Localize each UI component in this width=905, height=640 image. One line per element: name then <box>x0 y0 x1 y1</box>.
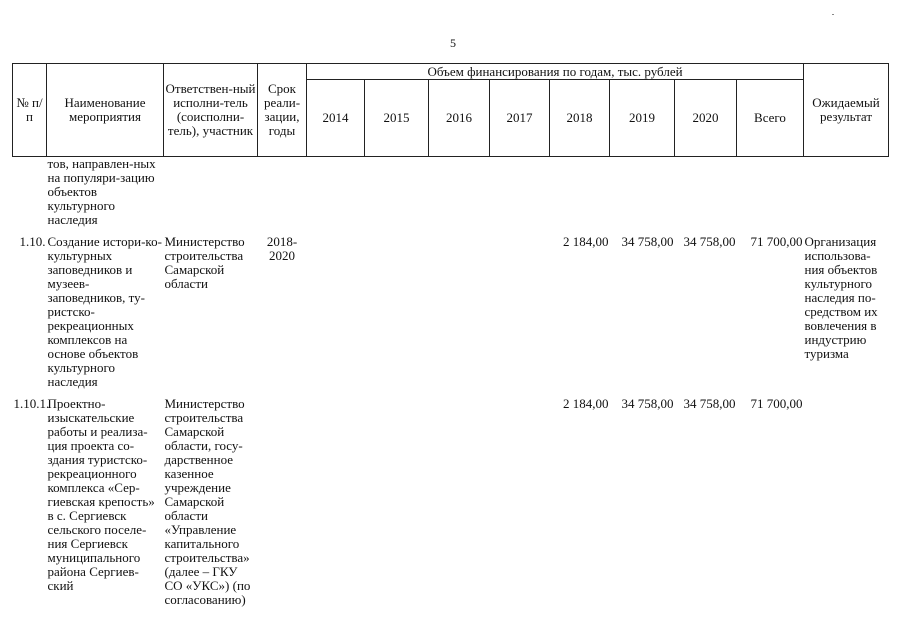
row-total: 71 700,00 <box>750 234 803 249</box>
table-row <box>13 235 889 389</box>
row-name: Создание истори-ко-культурных заповедников и музеев-заповедников, ту-ристско-рекреационных комплексов на основе объектов культурного наследия <box>47 234 162 389</box>
row-name: тов, направлен-ных на популяри-зацию объектов культурного наследия <box>47 156 156 227</box>
row-term <box>258 157 307 228</box>
row-total: 71 700,00 <box>750 396 803 411</box>
header-num: № п/п <box>13 64 47 157</box>
row-num: 1.10. <box>19 234 46 249</box>
header-year-2018: 2018 <box>550 80 610 157</box>
header-responsible: Ответствен-ный исполни-тель (соисполни-тель), участник <box>164 64 258 157</box>
row-responsible: Министерство строительства Самарской области <box>164 234 245 291</box>
header-year-2019: 2019 <box>610 80 675 157</box>
row-amount-2014 <box>307 235 365 389</box>
row-amount-2020: 34 758,00 <box>683 396 736 411</box>
page-number: 5 <box>450 36 456 50</box>
row-term <box>258 397 307 607</box>
row-term: 2018-2020 <box>266 234 298 263</box>
row-amount-2019 <box>610 157 675 228</box>
header-total: Всего <box>737 80 804 157</box>
row-amount-2015 <box>365 157 429 228</box>
table-row <box>13 397 889 607</box>
header-year-2016: 2016 <box>429 80 490 157</box>
row-amount-2017 <box>490 397 550 607</box>
row-amount-2018: 2 184,00 <box>563 234 609 249</box>
row-amount-2020: 34 758,00 <box>683 234 736 249</box>
row-amount-2014 <box>307 397 365 607</box>
row-result <box>804 397 889 607</box>
row-amount-2016 <box>429 397 490 607</box>
row-amount-2018 <box>550 157 610 228</box>
row-num: 1.10.1. <box>13 396 50 411</box>
row-amount-2019: 34 758,00 <box>621 234 674 249</box>
row-amount-2019: 34 758,00 <box>621 396 674 411</box>
scan-speck <box>832 14 834 15</box>
row-result: Организация использова-ния объектов культурного наследия по-средством их вовлечения в индустрию туризма <box>804 234 878 361</box>
table-body <box>13 157 889 608</box>
funding-table <box>12 63 889 607</box>
row-amount-2017 <box>490 235 550 389</box>
row-amount-2016 <box>429 157 490 228</box>
row-num <box>13 157 47 228</box>
row-amount-2015 <box>365 397 429 607</box>
row-amount-2016 <box>429 235 490 389</box>
table-row <box>13 157 889 228</box>
row-amount-2014 <box>307 157 365 228</box>
header-year-2014: 2014 <box>307 80 365 157</box>
row-total <box>737 157 804 228</box>
header-name: Наименование мероприятия <box>47 64 164 157</box>
row-amount-2015 <box>365 235 429 389</box>
row-name: Проектно-изыскательские работы и реализа-ция проекта со-здания туристско-рекреационного комплекса «Сер-гиевская крепость» в с. Сергиевск сельского поселе-ния Сергиевск муниципального района Сергиев-ский <box>47 396 155 593</box>
header-funding-group: Объем финансирования по годам, тыс. рублей <box>307 64 804 80</box>
header-result: Ожидаемый результат <box>804 64 889 157</box>
header-year-2020: 2020 <box>675 80 737 157</box>
row-result <box>804 157 889 228</box>
row-responsible: Министерство строительства Самарской области, госу-дарственное казенное учреждение Самарской области «Управление капитального строительства» (далее – ГКУ СО «УКС») (по согласованию) <box>164 396 251 607</box>
row-amount-2020 <box>675 157 737 228</box>
header-year-2017: 2017 <box>490 80 550 157</box>
row-responsible <box>164 157 258 228</box>
header-year-2015: 2015 <box>365 80 429 157</box>
row-amount-2018: 2 184,00 <box>563 396 609 411</box>
row-amount-2017 <box>490 157 550 228</box>
table-header <box>13 64 889 157</box>
header-term: Срок реали-зации, годы <box>258 64 307 157</box>
